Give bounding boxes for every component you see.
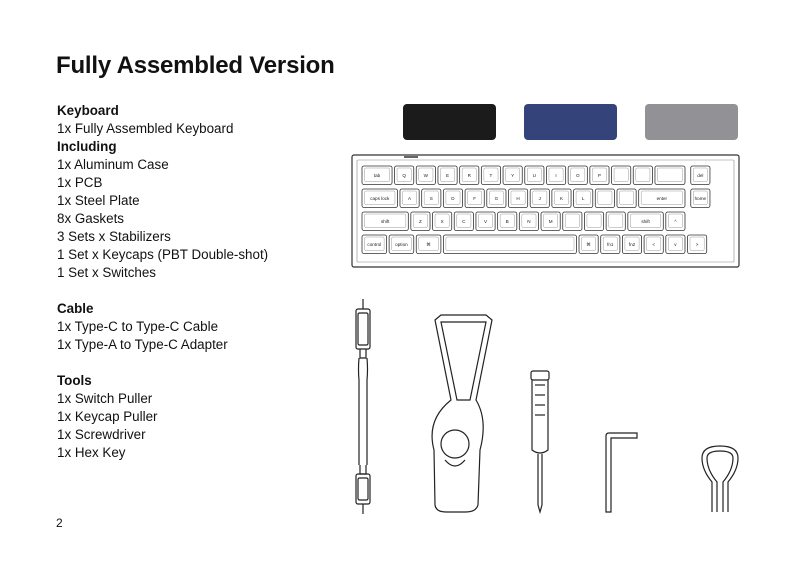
list-item: 8x Gaskets [57, 211, 124, 226]
key-label-g: G [494, 195, 499, 201]
key-label-a: A [408, 195, 412, 201]
key-label-caps: caps lock [370, 195, 390, 201]
key-label-right: > [695, 241, 699, 247]
key-label-home: home [694, 195, 707, 201]
key-label-control: control [367, 241, 382, 247]
key-label-m: M [548, 218, 553, 224]
tools-heading: Tools [57, 373, 92, 388]
list-item: 1x Type-A to Type-C Adapter [57, 337, 228, 352]
key-label-b: B [505, 218, 509, 224]
key-label-del: del [697, 172, 704, 178]
cable-heading: Cable [57, 301, 94, 316]
key-label-rshift: shift [641, 218, 650, 224]
key-label-t: T [489, 172, 493, 178]
page-title: Fully Assembled Version [56, 52, 335, 79]
key-label-r: R [467, 172, 471, 178]
key-label-q: Q [402, 172, 406, 178]
key-label-left: < [652, 241, 656, 247]
list-item: 1x Keycap Puller [57, 409, 158, 424]
cable-illustration [356, 299, 370, 514]
key-label-f: F [473, 195, 477, 201]
key-label-fn1: fn1 [607, 241, 614, 247]
keyboard-item: 1x Fully Assembled Keyboard [57, 121, 234, 136]
key-label-o: O [575, 172, 580, 178]
screwdriver-illustration [531, 371, 549, 512]
list-item: 1x Aluminum Case [57, 157, 169, 172]
list-item: 1x Steel Plate [57, 193, 140, 208]
key-label-e: E [446, 172, 450, 178]
key-label-v: V [483, 218, 488, 224]
key-label-c: C [462, 218, 466, 224]
keyboard-heading: Keyboard [57, 103, 119, 118]
list-item: 1x Switch Puller [57, 391, 153, 406]
key-label-y: Y [511, 172, 515, 178]
key-label-fn2: fn2 [628, 241, 636, 247]
list-item: 3 Sets x Stabilizers [57, 229, 171, 244]
list-item: 1x Hex Key [57, 445, 126, 460]
key-label-h: H [516, 195, 520, 201]
list-item: 1x Type-C to Type-C Cable [57, 319, 219, 334]
key-label-d: D [451, 195, 455, 201]
including-heading: Including [57, 139, 117, 154]
switch-puller-illustration [702, 446, 738, 512]
key-label-w: W [423, 172, 429, 178]
list-item: 1 Set x Keycaps (PBT Double-shot) [57, 247, 269, 262]
key-label-enter: enter [656, 195, 668, 201]
key-label-lshift: shift [380, 218, 390, 224]
key-label-cmd: ⌘ [586, 241, 591, 247]
key-label-l: L [581, 195, 585, 201]
page-number: 2 [56, 516, 63, 530]
list-item: 1x PCB [57, 175, 103, 190]
key-label-up: ^ [674, 218, 677, 224]
key-label-option: option [395, 241, 408, 247]
key-label-z: Z [419, 218, 422, 224]
key-label-u: U [532, 172, 537, 178]
key-label-tab: tab [373, 172, 381, 178]
hex-key-illustration [606, 433, 637, 512]
key-label-cmd: ⌘ [426, 241, 431, 247]
list-item: 1 Set x Switches [57, 265, 156, 280]
key-label-p: P [597, 172, 601, 178]
key-label-down: v [674, 241, 677, 247]
key-label-j: J [538, 195, 541, 201]
key-label-n: N [527, 218, 531, 224]
key-label-k: K [559, 195, 564, 201]
keyboard-illustration [352, 155, 739, 267]
keycap-puller-illustration [432, 315, 492, 512]
list-item: 1x Screwdriver [57, 427, 146, 442]
key-label-x: X [440, 218, 444, 224]
key-label-s: S [429, 195, 433, 201]
key-label-i: I [555, 172, 557, 178]
